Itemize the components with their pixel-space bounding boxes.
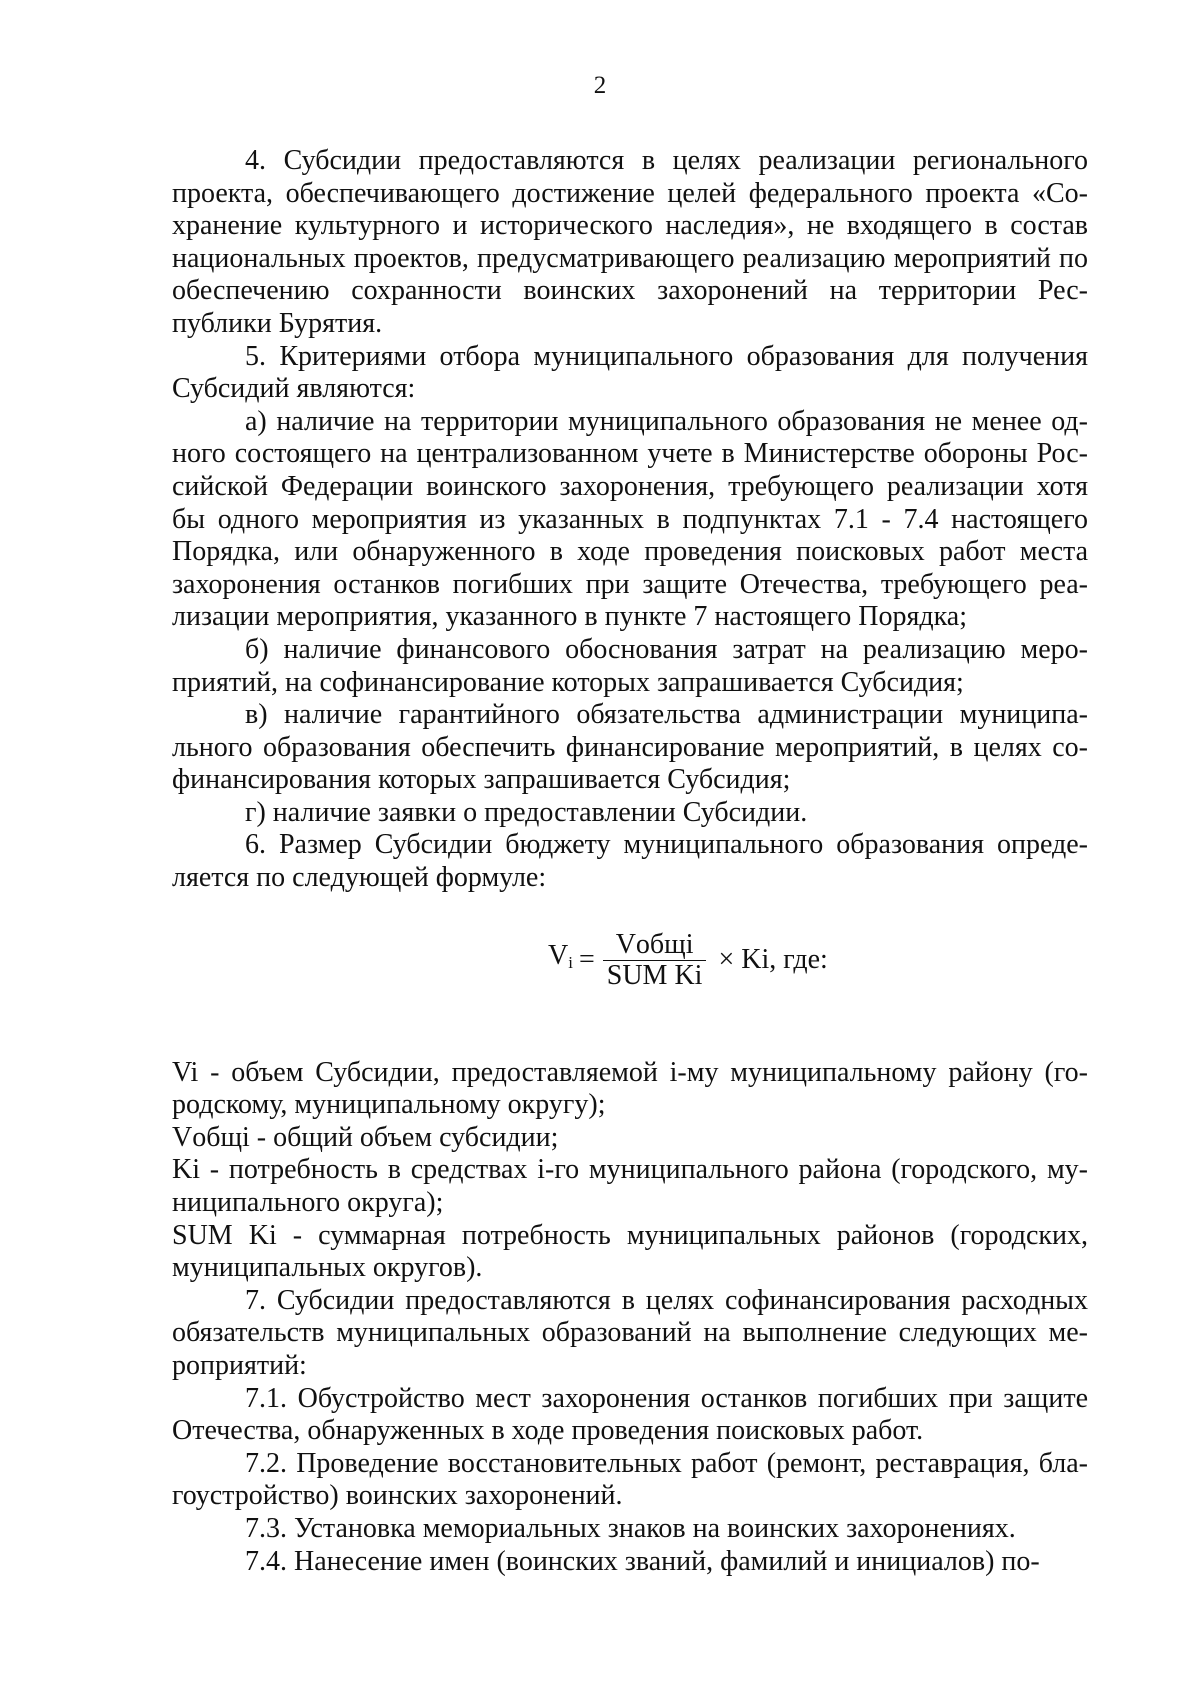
- formula-denominator: SUM Ki: [606, 959, 703, 991]
- paragraph-7-2: 7.2. Проведение восстановительных работ (ремонт, реставрация, благоустройство) воинских захоронений.: [172, 1447, 1088, 1512]
- document-body: [172, 145, 1088, 1578]
- formula-lhs-symbol: V: [548, 940, 569, 972]
- formula-numerator: Vобщі: [615, 928, 694, 960]
- paragraph-5: 5. Критериями отбора муниципального образования для получения Субсидий являются:: [172, 340, 1088, 405]
- criterion-b: б) наличие финансового обоснования затрат на реализацию мероприятий, на софинансирование которых запрашивается Субсидия;: [172, 633, 1088, 698]
- subsidy-formula: [172, 895, 1088, 1057]
- criterion-v: в) наличие гарантийного обязательства администрации муниципального образования обеспечить финансирование мероприятий, в целях софинансирования которых запрашивается Субсидия;: [172, 699, 1088, 796]
- formula-tail: × Ki, где:: [718, 943, 828, 975]
- definition-vobsch: Vобщі - общий объем субсидии;: [172, 1121, 559, 1153]
- page-number: 2: [593, 72, 607, 99]
- definition-vi: Vi - объем Субсидии, предоставляемой i-му муниципальному району (городскому, муниципальному округу);: [172, 1056, 1088, 1121]
- paragraph-7: 7. Субсидии предоставляются в целях софинансирования расходных обязательств муниципальных образований на выполнение следующих мероприятий:: [172, 1284, 1088, 1381]
- paragraph-6: 6. Размер Субсидии бюджету муниципального образования определяется по следующей формуле:: [172, 829, 1088, 894]
- formula-lhs: [548, 940, 573, 980]
- paragraph-7-1: 7.1. Обустройство мест захоронения останков погибших при защите Отечества, обнаруженных в ходе проведения поисковых работ.: [172, 1382, 1088, 1447]
- paragraph-7-3: 7.3. Установка мемориальных знаков на воинских захоронениях.: [245, 1512, 1016, 1544]
- criterion-g: г) наличие заявки о предоставлении Субсидии.: [245, 796, 808, 828]
- formula-fraction: [603, 930, 707, 991]
- definition-sum-ki: SUM Ki - суммарная потребность муниципальных районов (городских, муниципальных округов).: [172, 1219, 1088, 1284]
- paragraph-4: 4. Субсидии предоставляются в целях реализации регионального проекта, обеспечивающего достижение целей федерального проекта «Сохранение культурного и исторического наследия», не входящего в состав национальных проектов, предусматривающего реализацию мероприятий по обеспечению сохранности воинских захоронений на территории Республики Бурятия.: [172, 145, 1088, 339]
- formula-equals: =: [578, 943, 595, 975]
- definition-ki: Ki - потребность в средствах i-го муниципального района (городского, муниципального округа);: [172, 1154, 1088, 1219]
- formula-lhs-subscript: i: [568, 953, 573, 973]
- criterion-a: а) наличие на территории муниципального образования не менее одного состоящего на централизованном учете в Министерстве обороны Российской Федерации воинского захоронения, требующего реализации хотя бы одного мероприятия из указанных в подпунктах 7.1 - 7.4 настоящего Порядка, или обнаруженного в ходе проведения поисковых работ места захоронения останков погибших при защите Отечества, требующего реализации мероприятия, указанного в пункте 7 настоящего Порядка;: [172, 405, 1088, 633]
- paragraph-7-4: 7.4. Нанесение имен (воинских званий, фамилий и инициалов) по-: [245, 1545, 1040, 1577]
